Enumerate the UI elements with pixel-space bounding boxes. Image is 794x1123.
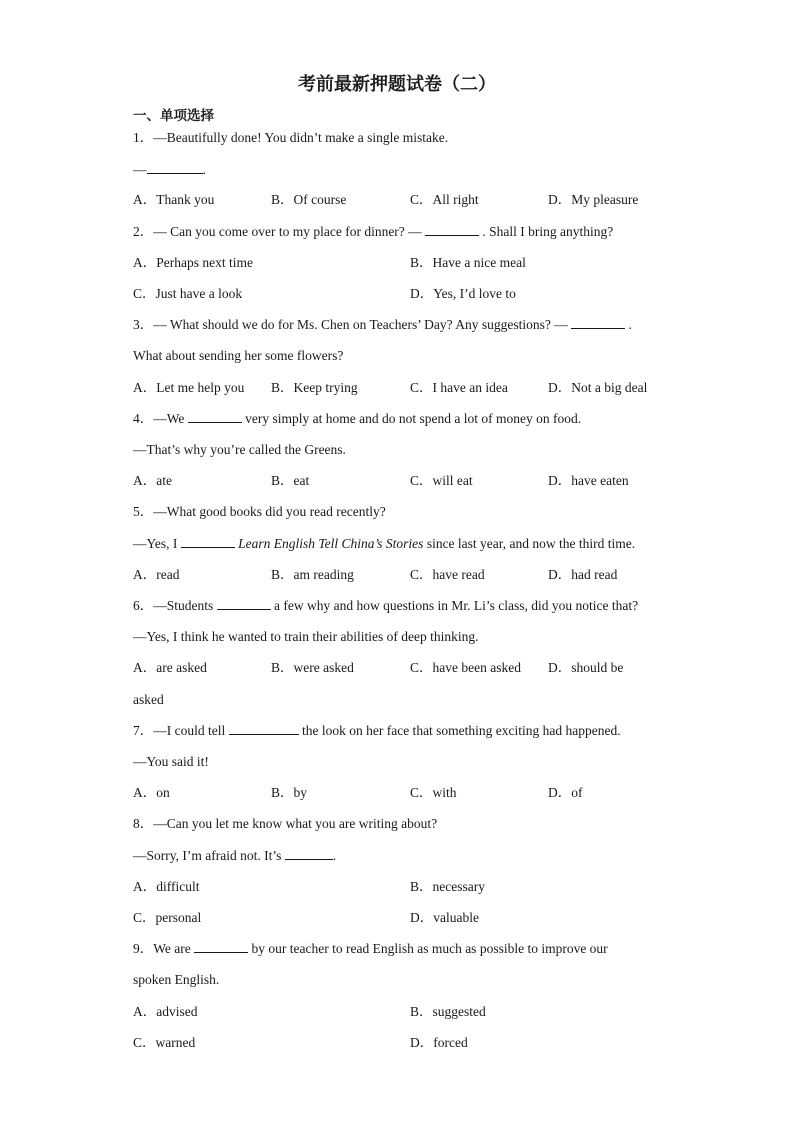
question-4-stem (133, 410, 581, 428)
question-6-option-d[interactable]: D．should be (548, 660, 624, 675)
question-7-stem (133, 722, 621, 740)
question-4-option-b[interactable]: B．eat (271, 473, 310, 488)
answer-blank (217, 597, 271, 610)
reply-part: —Sorry, I’m afraid not. It’s (133, 848, 285, 863)
answer-blank (188, 410, 242, 423)
book-title: Learn English Tell China’s Stories (238, 536, 424, 551)
answer-blank (194, 940, 248, 953)
question-2-option-c[interactable]: C．Just have a look (133, 286, 243, 301)
question-1-option-d[interactable]: D．My pleasure (548, 192, 639, 207)
question-6-option-b[interactable]: B．were asked (271, 660, 354, 675)
question-9-option-c[interactable]: C．warned (133, 1035, 196, 1050)
stem-part: a few why and how questions in Mr. Li’s class, did you notice that? (270, 598, 639, 613)
reply-prefix: — (133, 162, 147, 177)
question-5-option-d[interactable]: D．had read (548, 567, 618, 582)
stem-part: . (625, 317, 632, 332)
question-9-option-a[interactable]: A．advised (133, 1004, 198, 1019)
answer-blank (181, 535, 235, 548)
question-2-option-b[interactable]: B．Have a nice meal (410, 255, 526, 270)
page-title: 考前最新押题试卷（二） (298, 74, 496, 95)
stem-part: 2．— Can you come over to my place for dinner? — (133, 224, 426, 239)
question-7-option-b[interactable]: B．by (271, 785, 308, 800)
section-heading: 一、单项选择 (133, 108, 214, 124)
question-1-option-b[interactable]: B．Of course (271, 192, 347, 207)
question-1-option-c[interactable]: C．All right (410, 192, 479, 207)
question-2-option-a[interactable]: A．Perhaps next time (133, 255, 253, 270)
question-7-reply: —You said it! (133, 754, 209, 769)
question-4-reply: —That’s why you’re called the Greens. (133, 442, 346, 457)
question-3-option-b[interactable]: B．Keep trying (271, 380, 358, 395)
question-3-stem (133, 316, 632, 334)
question-9-option-d[interactable]: D．forced (410, 1035, 468, 1050)
question-8-option-c[interactable]: C．personal (133, 910, 202, 925)
question-1-stem: 1．—Beautifully done! You didn’t make a single mistake. (133, 130, 449, 145)
question-2-stem (133, 223, 613, 241)
question-8-stem: 8．—Can you let me know what you are writing about? (133, 816, 438, 831)
question-6-option-d-cont[interactable]: asked (133, 692, 164, 707)
answer-blank (229, 722, 299, 735)
question-6-option-a[interactable]: A．are asked (133, 660, 207, 675)
question-4-option-a[interactable]: A．ate (133, 473, 172, 488)
question-6-stem (133, 597, 638, 615)
question-7-option-c[interactable]: C．with (410, 785, 457, 800)
question-4-option-d[interactable]: D．have eaten (548, 473, 629, 488)
question-3-stem-cont: What about sending her some flowers? (133, 348, 344, 363)
question-7-option-a[interactable]: A．on (133, 785, 170, 800)
stem-part: 4．—We (133, 411, 188, 426)
stem-part: . Shall I bring anything? (479, 224, 614, 239)
question-5-option-a[interactable]: A．read (133, 567, 180, 582)
question-6-option-c[interactable]: C．have been asked (410, 660, 521, 675)
reply-part: —Yes, I (133, 536, 181, 551)
question-7-option-d[interactable]: D．of (548, 785, 583, 800)
question-5-stem: 5．—What good books did you read recently? (133, 504, 386, 519)
question-3-option-c[interactable]: C．I have an idea (410, 380, 508, 395)
stem-part: 3．— What should we do for Ms. Chen on Teachers’ Day? Any suggestions? — (133, 317, 572, 332)
reply-suffix: . (202, 162, 206, 177)
answer-blank (285, 847, 333, 860)
stem-part: by our teacher to read English as much as possible to improve our (248, 941, 608, 956)
stem-part: 7．—I could tell (133, 723, 229, 738)
question-8-option-d[interactable]: D．valuable (410, 910, 479, 925)
question-8-option-a[interactable]: A．difficult (133, 879, 200, 894)
answer-blank (147, 161, 203, 174)
question-5-option-c[interactable]: C．have read (410, 567, 485, 582)
question-5-reply (133, 535, 635, 553)
stem-part: very simply at home and do not spend a lot of money on food. (241, 411, 582, 426)
question-8-reply (133, 847, 336, 865)
question-3-option-a[interactable]: A．Let me help you (133, 380, 245, 395)
question-1-reply (133, 161, 206, 179)
reply-part: . (332, 848, 337, 863)
question-9-stem-cont: spoken English. (133, 972, 220, 987)
question-9-option-b[interactable]: B．suggested (410, 1004, 486, 1019)
stem-part: 6．—Students (133, 598, 217, 613)
question-1-option-a[interactable]: A．Thank you (133, 192, 215, 207)
question-5-option-b[interactable]: B．am reading (271, 567, 354, 582)
stem-part: the look on her face that something exciting had happened. (298, 723, 621, 738)
answer-blank (571, 316, 625, 329)
question-6-reply: —Yes, I think he wanted to train their abilities of deep thinking. (133, 629, 479, 644)
question-3-option-d[interactable]: D．Not a big deal (548, 380, 648, 395)
answer-blank (425, 223, 479, 236)
question-2-option-d[interactable]: D．Yes, I’d love to (410, 286, 516, 301)
reply-part: since last year, and now the third time. (423, 536, 636, 551)
question-4-option-c[interactable]: C．will eat (410, 473, 473, 488)
question-8-option-b[interactable]: B．necessary (410, 879, 485, 894)
question-9-stem (133, 940, 608, 958)
stem-part: 9．We are (133, 941, 195, 956)
